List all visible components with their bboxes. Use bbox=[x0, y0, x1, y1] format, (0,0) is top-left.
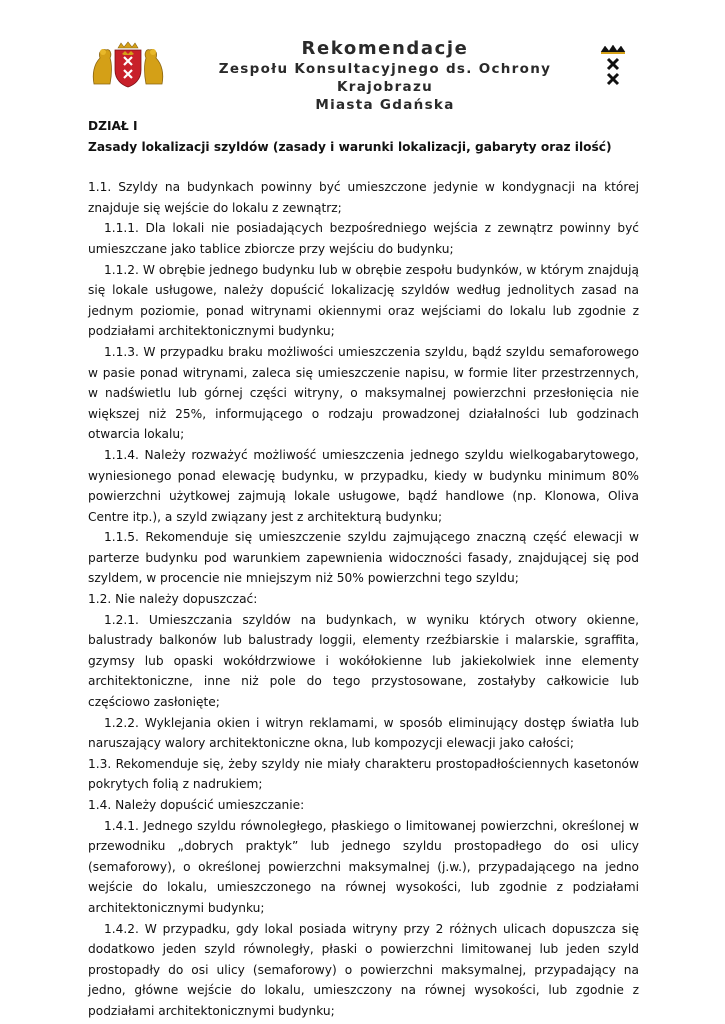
paragraph: 1.1.3. W przypadku braku możliwości umieszczenia szyldu, bądź szyldu semaforowego w pasie ponad witrynami, zaleca się umieszczenie napisu, w formie liter przestrzennych, w nadświetlu lub górnej części witryny, o maksymalnej powierzchni przesłonięcia nie większej niż 25%, informującego o rodzaju prowadzonej działalności lub godzinach otwarcia lokalu; bbox=[88, 344, 639, 442]
document-subtitle-line1: Zespołu Konsultacyjnego ds. Ochrony Krajobrazu bbox=[218, 61, 552, 95]
paragraph: 1.1.2. W obrębie jednego budynku lub w obrębie zespołu budynków, w którym znajdują się lokale usługowe, należy dopuścić lokalizację szyldów według jednolitych zasad na jednym poziomie, ponad witrynami okiennymi oraz wejściami do lokalu lub zgodnie z podziałami architektonicznymi budynku; bbox=[88, 262, 639, 339]
paragraph: 1.1.4. Należy rozważyć możliwość umieszczenia jednego szyldu wielkogabarytowego, wyniesionego ponad elewację budynku, w przypadku, kiedy w budynku minimum 80% powierzchni użytkowej zajmują lokale usługowe, bądź handlowe (np. Klonowa, Oliva Centre itp.), a szyld związany jest z architekturą budynku; bbox=[88, 447, 639, 524]
document-header bbox=[0, 36, 725, 113]
document-subtitle-line2: Miasta Gdańska bbox=[315, 97, 455, 113]
document-title: Rekomendacje bbox=[301, 38, 469, 59]
header-title-block bbox=[180, 38, 590, 114]
paragraph: 1.1. Szyldy na budynkach powinny być umieszczone jedynie w kondygnacji na której znajduje się wejście do lokalu z zewnątrz; bbox=[88, 180, 639, 215]
paragraph: 1.1.5. Rekomenduje się umieszczenie szyldu zajmującego znaczną część elewacji w parterze budynku pod warunkiem zapewnienia widoczności fasady, znajdującej się pod szyldem, w procencie nie mniejszym niż 50% powierzchni tego szyldu; bbox=[88, 530, 639, 586]
paragraph: 1.2. Nie należy dopuszczać: bbox=[88, 592, 258, 607]
section-title: Zasady lokalizacji szyldów (zasady i warunki lokalizacji, gabaryty oraz ilość) bbox=[88, 139, 612, 154]
paragraph: 1.4.1. Jednego szyldu równoległego, płaskiego o limitowanej powierzchni, określonej w przewodniku „dobrych praktyk” lub jednego szyldu prostopadłego do osi ulicy (semaforowy), o określonej powierzchni maksymalnej (j.w.), przypadającego na jedno wejście do lokalu, umieszczonego na równej wysokości, lub zgodnie z podziałami architektonicznymi budynku; bbox=[88, 818, 639, 915]
section-label: DZIAŁ I bbox=[88, 119, 138, 133]
spacer bbox=[88, 157, 639, 177]
paragraph: 1.1.1. Dla lokali nie posiadających bezpośredniego wejścia z zewnątrz powinny być umieszczane jako tablice zbiorcze przy wejściu do budynku; bbox=[88, 221, 639, 256]
paragraph-list bbox=[88, 177, 639, 1021]
document-body bbox=[88, 116, 639, 1022]
paragraph: 1.2.2. Wyklejania okien i witryn reklamami, w sposób eliminujący dostęp światła lub naruszający walory architektoniczne okna, lub kompozycji elewacji jako całości; bbox=[88, 715, 639, 751]
gdansk-coat-of-arms-icon bbox=[88, 40, 168, 88]
paragraph: 1.3. Rekomenduje się, żeby szyldy nie miały charakteru prostopadłościennych kasetonów pokrytych folią z nadrukiem; bbox=[88, 756, 639, 792]
paragraph: 1.4. Należy dopuścić umieszczanie: bbox=[88, 798, 305, 812]
crown-crosses-emblem-icon bbox=[598, 42, 628, 90]
paragraph: 1.4.2. W przypadku, gdy lokal posiada witryny przy 2 różnych ulicach dopuszcza się dodatkowo jeden szyld równoległy, płaski o powierzchni limitowanej lub jeden szyld prostopadły do osi ulicy (semaforowy) o powierzchni maksymalnej, przypadający na jedno, główne wejście do lokalu, umieszczony na równej wysokości, lub zgodnie z podziałami architektonicznymi budynku; bbox=[88, 921, 639, 1018]
paragraph: 1.2.1. Umieszczania szyldów na budynkach, w wyniku których otwory okienne, balustrady balkonów lub balustrady loggii, elementy rzeźbiarskie i malarskie, sgraffita, gzymsy lub opaski wokółdrzwiowe i wokółokienne lub jakiekolwiek inne elementy architektoniczne, inne niż pole do tego przystosowane, zostałyby całkowicie lub częściowo zasłonięte; bbox=[88, 612, 639, 710]
